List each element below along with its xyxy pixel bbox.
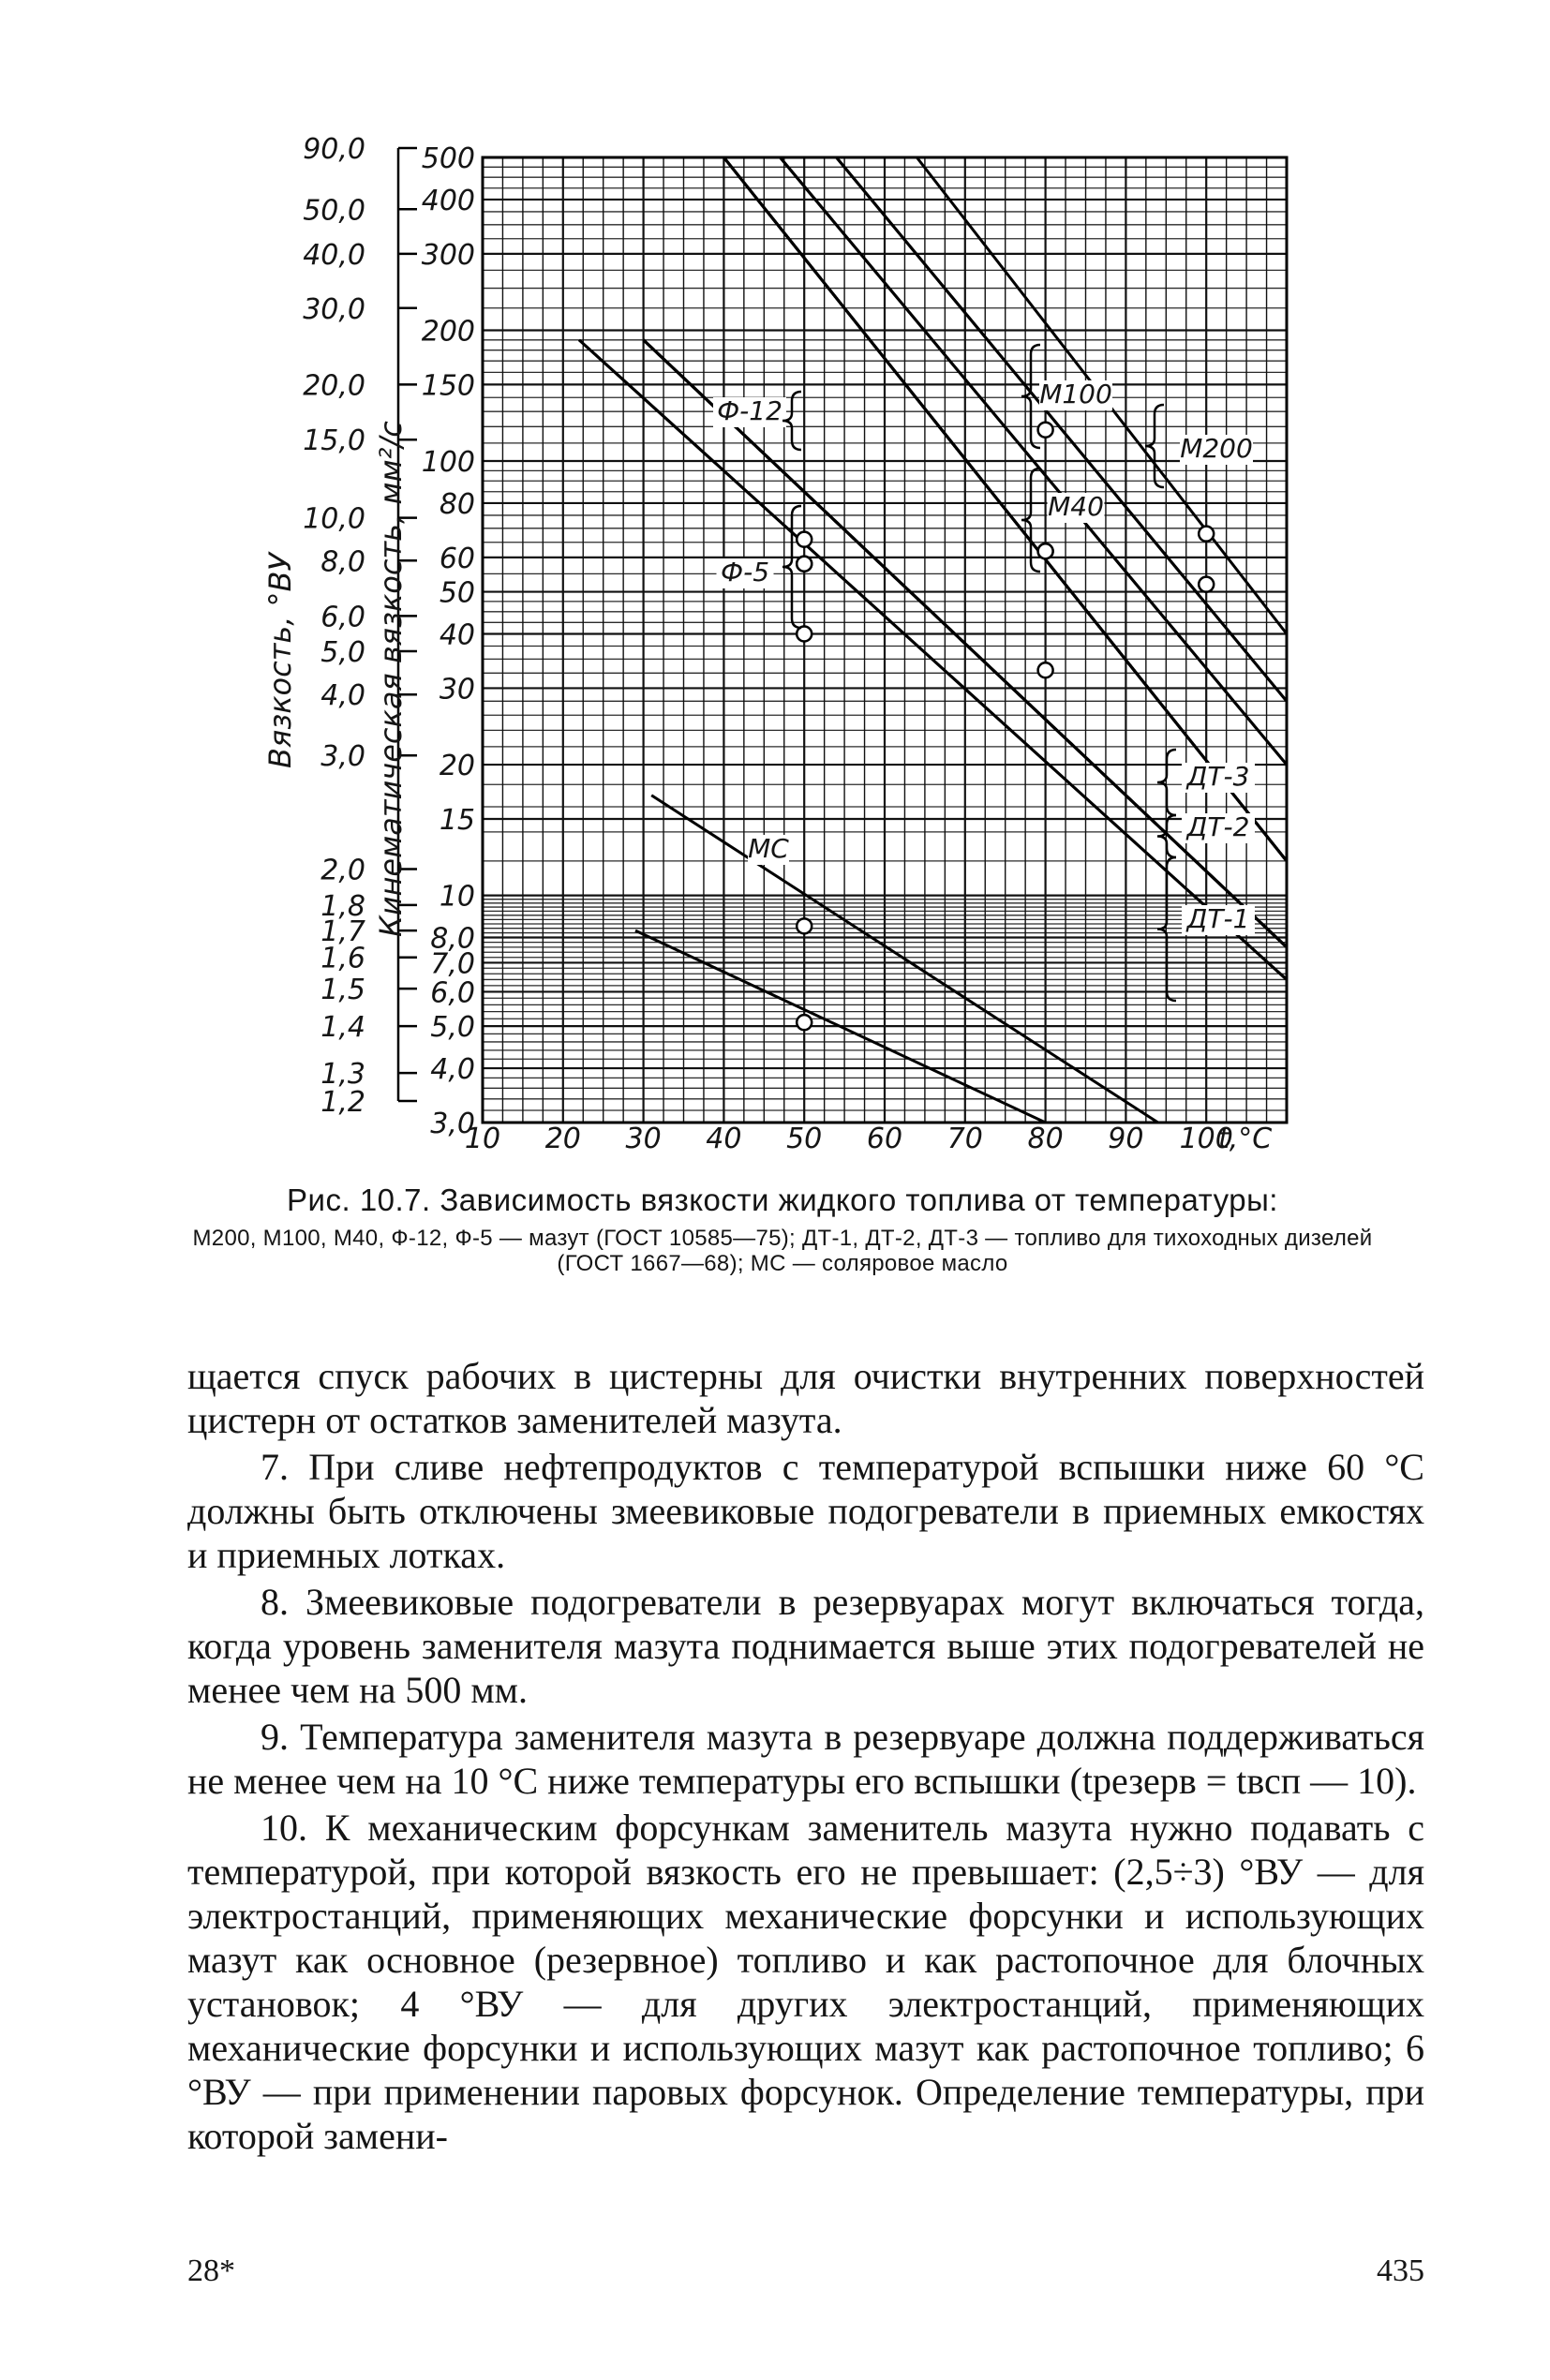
vu-tick-label: 2,0	[320, 854, 365, 887]
figure-caption	[159, 1183, 1406, 1276]
caption-detail: М200, М100, М40, Ф-12, Ф-5 — мазут (ГОСТ 10585—75); ДТ-1, ДТ-2, ДТ-3 — топливо для тихоходных дизелей (ГОСТ 1667—68); МС — соляровое масло	[192, 1226, 1373, 1276]
signature-mark: 28*	[187, 2254, 235, 2288]
vu-tick-label: 20,0	[303, 369, 365, 403]
series-brace	[1145, 405, 1164, 487]
kinematic-tick-label: 20	[439, 750, 475, 783]
vu-tick-label: 1,5	[320, 974, 365, 1007]
kinematic-tick-label: 100	[421, 446, 475, 480]
paragraph: 10. К механическим форсункам заменитель мазута нужно подавать с температурой, при которой вязкость его не превышает: (2,5÷3) °ВУ — для электростанций, применяющих механические форсунки и использующих мазут как основное (резервное) топливо и как растопочное для блочных установок; 4 °ВУ — для других электростанций, применяющих механические форсунки и использующих мазут как растопочное топливо; 6 °ВУ — при применении паровых форсунок. Определение температуры, при которой замени-	[187, 1807, 1424, 2157]
series-label-Ф-5: Ф-5	[720, 557, 770, 588]
series-marker-МС	[797, 918, 812, 933]
series-label-М100: М100	[1039, 379, 1112, 409]
kinematic-tick-label: 15	[439, 803, 475, 837]
series-marker-М100	[1038, 423, 1053, 438]
vu-tick-label: 1,8	[320, 889, 365, 923]
kinematic-tick-label: 40	[439, 618, 475, 652]
kinematic-tick-label: 400	[421, 184, 475, 217]
x-tick-label: 90	[1108, 1123, 1144, 1155]
series-label-ДТ-3: ДТ-3	[1186, 761, 1250, 792]
vu-tick-label: 90,0	[303, 133, 365, 166]
chart-series	[579, 157, 1287, 1123]
x-tick-label: 10	[464, 1123, 501, 1155]
body-text	[187, 1354, 1424, 2158]
series-marker-М200	[1199, 527, 1214, 542]
kinematic-tick-label: 50	[439, 576, 475, 610]
vu-tick-label: 10,0	[303, 502, 365, 536]
kinematic-axis-title: Кинематическая вязкость, мм²/с	[373, 421, 409, 937]
paragraph: 8. Змеевиковые подогреватели в резервуарах могут включаться тогда, когда уровень заменителя мазута поднимается выше этих подогревателей не менее чем на 500 мм.	[187, 1581, 1424, 1711]
vu-axis-title: Вязкость, °ВУ	[262, 552, 298, 768]
vu-tick-label: 30,0	[303, 292, 365, 326]
caption-title: Рис. 10.7. Зависимость вязкости жидкого топлива от температуры:	[287, 1183, 1278, 1217]
series-marker-М40	[1038, 662, 1053, 677]
vu-tick-label: 4,0	[320, 679, 365, 713]
vu-tick-label: 15,0	[303, 424, 365, 458]
paragraph: 9. Температура заменителя мазута в резервуаре должна поддерживаться не менее чем на 10 °С ниже температуры его вспышки (tрезерв = tвсп — 10).	[187, 1716, 1424, 1802]
series-label-ДТ-2: ДТ-2	[1186, 811, 1250, 842]
kinematic-tick-label: 150	[421, 369, 475, 403]
kinematic-tick-label: 5,0	[430, 1011, 475, 1045]
kinematic-tick-label: 10	[439, 880, 475, 914]
series-brace	[1021, 469, 1040, 572]
series-label-М200: М200	[1180, 433, 1253, 464]
vu-tick-label: 1,6	[320, 942, 365, 975]
x-axis-ticks	[465, 1123, 1233, 1155]
kinematic-tick-label: 8,0	[430, 922, 475, 956]
x-tick-label: 60	[866, 1123, 903, 1155]
vu-tick-label: 50,0	[303, 194, 365, 228]
vu-tick-label: 8,0	[320, 545, 365, 579]
x-tick-label: 30	[625, 1123, 662, 1155]
x-tick-label: 50	[786, 1123, 823, 1155]
kinematic-tick-label: 200	[421, 315, 475, 349]
series-marker-МС	[797, 1015, 812, 1030]
vu-tick-label: 1,3	[320, 1058, 365, 1092]
kinematic-tick-label: 4,0	[430, 1053, 475, 1087]
kinematic-tick-label: 80	[439, 487, 475, 521]
kinematic-tick-label: 6,0	[430, 976, 475, 1010]
viscosity-temperature-chart	[0, 0, 1550, 1162]
series-marker-М40	[1038, 543, 1053, 558]
series-label-МС: МС	[748, 833, 789, 864]
vu-tick-label: 3,0	[320, 740, 365, 774]
x-tick-label: 70	[946, 1123, 983, 1155]
x-axis-label: t,°C	[1218, 1123, 1273, 1155]
series-marker-Ф-5	[797, 557, 812, 572]
paragraph: 7. При сливе нефтепродуктов с температурой вспышки ниже 60 °С должны быть отключены змеевиковые подогреватели в приемных емкостях и приемных лотках.	[187, 1446, 1424, 1576]
x-tick-label: 20	[544, 1123, 581, 1155]
x-tick-label: 100	[1179, 1123, 1233, 1155]
kinematic-tick-label: 300	[421, 238, 475, 272]
vu-tick-label: 1,2	[320, 1086, 365, 1119]
kinematic-tick-label: 500	[421, 142, 475, 175]
kinematic-tick-label: 60	[439, 542, 475, 575]
series-marker-Ф-12	[797, 532, 812, 547]
series-label-Ф-12: Ф-12	[717, 395, 782, 426]
kinematic-tick-label: 3,0	[430, 1108, 475, 1140]
vu-tick-label: 1,7	[320, 915, 365, 949]
vu-tick-label: 40,0	[303, 238, 365, 272]
x-tick-label: 80	[1027, 1123, 1064, 1155]
x-tick-label: 40	[706, 1123, 742, 1155]
vu-tick-label: 5,0	[320, 635, 365, 669]
vu-tick-label: 6,0	[320, 601, 365, 634]
series-label-ДТ-1: ДТ-1	[1186, 903, 1250, 934]
page-number: 435	[1377, 2254, 1424, 2288]
kinematic-axis-ticks	[422, 142, 475, 1140]
paragraph: щается спуск рабочих в цистерны для очистки внутренних поверхностей цистерн от остатков заменителей мазута.	[187, 1355, 1424, 1441]
series-marker-М200	[1199, 577, 1214, 592]
vu-tick-label: 1,4	[320, 1011, 365, 1045]
kinematic-tick-label: 30	[439, 673, 475, 707]
kinematic-tick-label: 7,0	[430, 947, 475, 981]
series-label-М40: М40	[1048, 491, 1104, 522]
